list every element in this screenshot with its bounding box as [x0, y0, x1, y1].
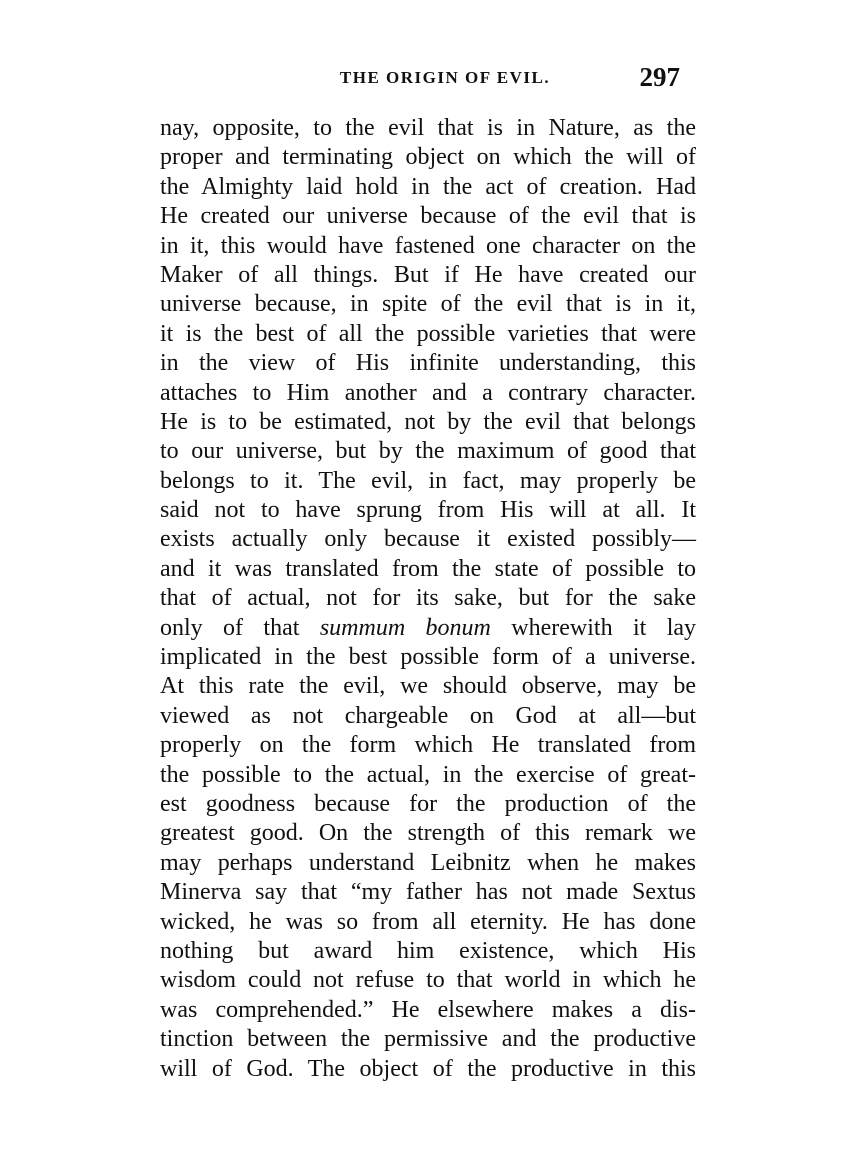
text-segment: said not to have sprung from His will at all. It: [160, 497, 696, 524]
text-line: [160, 525, 696, 554]
text-line: [160, 996, 696, 1025]
text-segment: Minerva say that “my father has not made Sextus: [160, 879, 696, 906]
text-line: [160, 496, 696, 525]
running-head: [160, 62, 690, 92]
text-line: [160, 849, 696, 878]
text-line: [160, 614, 696, 643]
text-line: [160, 232, 696, 261]
text-segment: viewed as not chargeable on God at all—but: [160, 702, 696, 729]
text-segment: He created our universe because of the evil that is: [160, 203, 696, 230]
text-line: [160, 908, 696, 937]
text-segment: exists actually only because it existed possibly—: [160, 526, 696, 553]
text-segment: and it was translated from the state of possible to: [160, 555, 696, 582]
text-line: [160, 349, 696, 378]
text-segment: may perhaps understand Leibnitz when he makes: [160, 849, 696, 876]
text-segment: universe because, in spite of the evil that is in it,: [160, 291, 696, 318]
text-line: [160, 966, 696, 995]
text-segment: wherewith it lay: [490, 614, 697, 641]
text-segment: est goodness because for the production of the: [160, 790, 696, 817]
text-segment: attaches to Him another and a contrary character.: [160, 379, 696, 406]
text-segment: nothing but award him existence, which His: [160, 937, 696, 964]
text-segment: the possible to the actual, in the exercise of great-: [160, 761, 696, 788]
text-segment: implicated in the best possible form of a universe.: [160, 644, 696, 671]
text-line: [160, 702, 696, 731]
text-line: [160, 584, 696, 613]
text-segment: greatest good. On the strength of this remark we: [160, 820, 696, 847]
text-line: [160, 672, 696, 701]
text-line: [160, 1055, 696, 1084]
text-line: [160, 790, 696, 819]
text-segment: wisdom could not refuse to that world in which he: [160, 967, 696, 994]
text-segment: in it, this would have fastened one character on the: [160, 232, 696, 259]
text-line: [160, 408, 696, 437]
text-line: [160, 202, 696, 231]
text-segment: belongs to it. The evil, in fact, may properly be: [160, 467, 696, 494]
text-segment: proper and terminating object on which the will of: [160, 144, 696, 171]
text-segment: He is to be estimated, not by the evil that belongs: [160, 408, 696, 435]
text-line: [160, 437, 696, 466]
text-line: [160, 379, 696, 408]
page-number: 297: [639, 62, 680, 92]
text-line: [160, 467, 696, 496]
text-line: [160, 261, 696, 290]
text-segment: to our universe, but by the maximum of good that: [160, 438, 696, 465]
text-segment: will of God. The object of the productive in this: [160, 1055, 696, 1082]
text-line: [160, 320, 696, 349]
text-line: [160, 114, 696, 143]
text-segment: Maker of all things. But if He have created our: [160, 261, 696, 288]
text-line: [160, 173, 696, 202]
running-title: THE ORIGIN OF EVIL.: [339, 68, 551, 87]
text-segment: in the view of His infinite understanding, this: [160, 350, 696, 377]
text-segment: wicked, he was so from all eternity. He has done: [160, 908, 696, 935]
text-segment: that of actual, not for its sake, but for the sake: [160, 585, 696, 612]
body-text: [160, 114, 696, 1084]
text-line: [160, 937, 696, 966]
text-segment: only of that: [160, 614, 320, 641]
text-segment: it is the best of all the possible varieties that were: [160, 320, 696, 347]
text-segment: tinction between the permissive and the productive: [160, 1026, 696, 1053]
text-line: [160, 731, 696, 760]
text-segment: nay, opposite, to the evil that is in Nature, as the: [160, 115, 696, 141]
text-line: [160, 1025, 696, 1054]
text-line: [160, 290, 696, 319]
text-line: [160, 143, 696, 172]
text-line: [160, 819, 696, 848]
text-line: [160, 643, 696, 672]
text-line: [160, 761, 696, 790]
text-line: [160, 555, 696, 584]
text-segment: was comprehended.” He elsewhere makes a dis-: [160, 996, 696, 1023]
text-line: [160, 878, 696, 907]
text-segment: At this rate the evil, we should observe, may be: [160, 673, 696, 700]
text-segment: the Almighty laid hold in the act of creation. Had: [160, 173, 696, 200]
text-segment: properly on the form which He translated from: [160, 732, 696, 759]
italic-phrase: summum bonum: [319, 614, 491, 641]
